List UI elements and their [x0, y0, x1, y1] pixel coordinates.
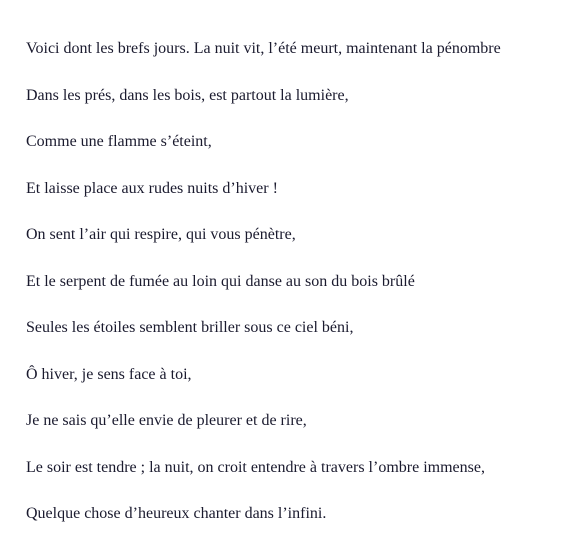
poem-line: Dans les prés, dans les bois, est partout la lumière, [26, 86, 349, 104]
poem-line: Seules les étoiles semblent briller sous ce ciel béni, [26, 319, 354, 336]
poem-text [26, 40, 501, 552]
poem-line: Ô hiver, je sens face à toi, [26, 365, 192, 383]
poem-line: On sent l’air qui respire, qui vous pénètre, [26, 226, 296, 243]
poem-line: Et le serpent de fumée au loin qui danse au son du bois brûlé [26, 272, 415, 290]
poem-line: Comme une flamme s’éteint, [26, 133, 212, 150]
poem-line: Le soir est tendre ; la nuit, on croit entendre à travers l’ombre immense, [26, 458, 485, 476]
poem-line: Je ne sais qu’elle envie de pleurer et de rire, [26, 412, 307, 429]
poem-line: Quelque chose d’heureux chanter dans l’infini. [26, 505, 327, 522]
poem-line: Et laisse place aux rudes nuits d’hiver ! [26, 179, 278, 197]
poem-line: Voici dont les brefs jours. La nuit vit, l’été meurt, maintenant la pénombre [26, 40, 501, 57]
